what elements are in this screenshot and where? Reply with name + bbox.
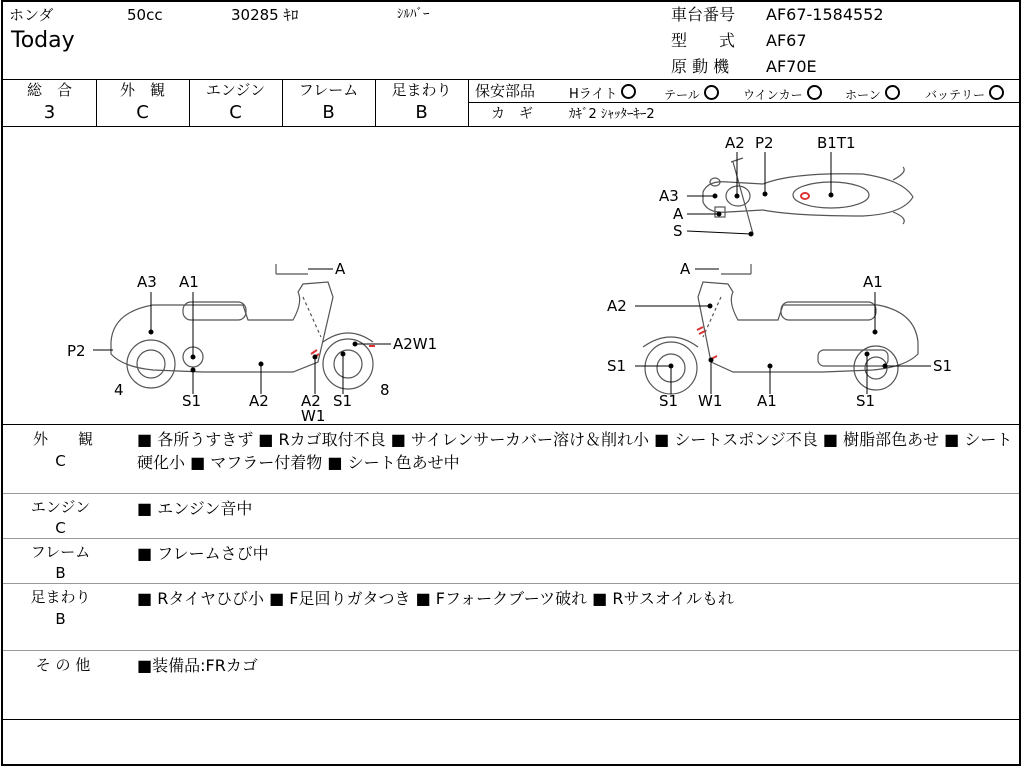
label-top-p2: P2 [755,134,774,152]
safety-horn: ホーン [845,85,900,101]
grade-exterior-value: C [136,102,149,123]
engine-code: AF70E [766,57,817,76]
label-right-w1: W1 [698,392,723,410]
safety-label: 保安部品 [475,82,536,100]
section-frame-text: ■ フレームさび中 [137,544,269,563]
grade-suspension-label: 足まわり [391,81,452,99]
displacement: 50cc [127,6,163,24]
label-left-s1-b: S1 [333,392,353,410]
section-other-label: そ の 他 [35,656,91,674]
scooter-diagrams [3,2,1023,426]
section-exterior-text: ■ 各所うすきず ■ Rカゴ取付不良 ■ サイレンサーカバー溶け＆削れ小 ■ シートスポンジ不良 ■ 樹脂部色あせ ■ シート硬化小 ■ マフラー付着物 ■ シート色あせ中 [137,430,1013,472]
label-right-s1-c: S1 [933,357,953,375]
color: ｼﾙﾊﾞｰ [397,7,430,22]
label-right-a1: A1 [863,273,883,291]
mileage: 30285 ｷﾛ [231,6,299,24]
label-right-a: A [680,260,691,278]
section-engine-label: エンジン [30,498,91,516]
label-top-a3: A3 [659,187,679,205]
grade-exterior-label: 外 観 [119,81,165,99]
label-right-s1-d: S1 [856,392,876,410]
grade-overall-value: 3 [43,102,56,123]
label-left-a: A [335,260,346,278]
label-left-a1: A1 [179,273,199,291]
key-value: ｶｷﾞ2 ｼｬｯﾀｰｷｰ2 [569,107,655,122]
label-right-a1-b: A1 [757,392,777,410]
model-label: 型 式 [671,31,736,50]
section-frame-grade: B [55,564,66,582]
label-left-a2-b: A2 [301,392,321,410]
label-right-a2: A2 [607,297,627,315]
label-left-4: 4 [114,381,124,399]
maker: ホンダ [9,6,54,24]
section-exterior-grade: C [55,452,66,470]
label-left-8: 8 [380,381,390,399]
safety-battery: バッテリー [925,85,1004,101]
safety-winker: ウインカー [743,85,822,101]
label-top-s: S [673,222,683,240]
grade-engine-label: エンジン [205,81,266,99]
label-left-a3: A3 [137,273,157,291]
label-left-a2w1: A2W1 [393,335,438,353]
label-left-a2: A2 [249,392,269,410]
frame-number-label: 車台番号 [671,5,736,24]
section-frame-label: フレーム [30,543,91,561]
safety-tail: テール [664,85,719,101]
safety-headlight: Hライト [569,84,636,101]
section-suspension-grade: B [55,610,66,628]
section-other-text: ■装備品:FRカゴ [137,656,258,675]
section-engine-text: ■ エンジン音中 [137,499,253,518]
grade-suspension-value: B [415,102,428,123]
grade-engine-value: C [229,102,242,123]
label-top-a2: A2 [725,134,745,152]
label-left-w1: W1 [301,407,326,425]
model-code: AF67 [766,31,807,50]
inspection-sheet [1,0,1021,766]
label-right-s1: S1 [607,357,627,375]
section-engine-grade: C [55,519,66,537]
grade-frame-value: B [322,102,335,123]
section-exterior-label: 外 観 [32,430,93,448]
label-right-s1-b: S1 [659,392,679,410]
label-left-s1: S1 [182,392,202,410]
grade-overall-label: 総 合 [26,81,72,99]
model-name: Today [11,28,75,53]
engine-label: 原 動 機 [671,57,730,76]
label-left-p2: P2 [67,342,86,360]
label-top-a: A [673,205,684,223]
label-top-b1t1: B1T1 [817,134,856,152]
key-label: カ ギ [491,106,533,122]
section-suspension-text: ■ Rタイヤひび小 ■ F足回りガタつき ■ Fフォークブーツ破れ ■ Rサスオイルもれ [137,589,735,608]
section-suspension-label: 足まわり [30,588,91,606]
frame-number: AF67-1584552 [766,5,884,24]
grade-frame-label: フレーム [298,81,359,99]
